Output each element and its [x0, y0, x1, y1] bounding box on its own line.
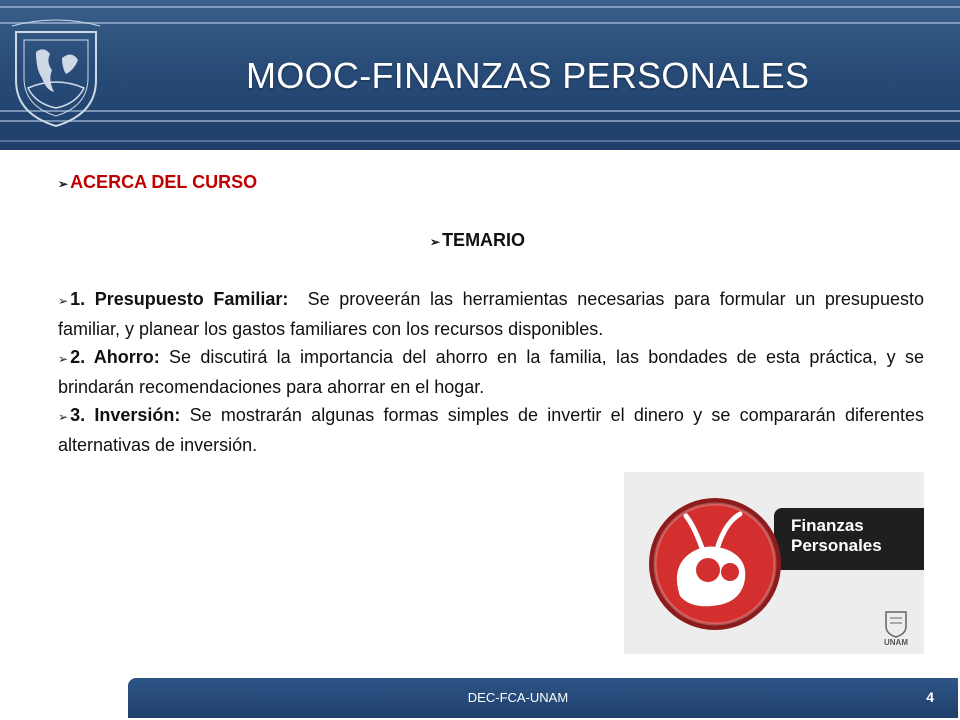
header-rule: [0, 6, 960, 8]
page-number: 4: [926, 689, 934, 705]
header-rule: [0, 22, 960, 24]
course-image: [624, 472, 924, 654]
item-label: 2. Ahorro:: [70, 347, 160, 367]
page-title: MOOC-FINANZAS PERSONALES: [246, 55, 810, 96]
list-item: [58, 285, 924, 343]
logo-line: Finanzas: [791, 516, 864, 535]
unam-mark-text: UNAM: [884, 638, 908, 647]
item-label: 1. Presupuesto Familiar:: [70, 289, 289, 309]
list-item: [58, 343, 924, 401]
section-heading: [58, 172, 257, 193]
header-rule: [0, 120, 960, 122]
item-text: Se discutirá la importancia del ahorro en la familia, las bondades de esta práctica, y se brindarán recomendaciones para ahorrar en el hogar.: [58, 347, 924, 397]
arrow-bullet-icon: ➢: [430, 235, 441, 249]
ant-mascot-icon: [640, 486, 790, 636]
item-text: Se mostrarán algunas formas simples de invertir el dinero y se compararán diferentes alternativas de inversión.: [58, 405, 924, 455]
slide-footer: [128, 678, 958, 718]
arrow-bullet-icon: ➢: [58, 294, 69, 308]
header-rule: [0, 140, 960, 142]
unam-mark: [878, 610, 914, 650]
header-rule: [0, 110, 960, 112]
temario-heading: [430, 230, 525, 251]
slide-header: [0, 0, 960, 150]
arrow-bullet-icon: ➢: [58, 410, 69, 424]
temario-heading-text: TEMARIO: [442, 230, 526, 250]
footer-label: DEC-FCA-UNAM: [467, 690, 569, 705]
item-label: 3. Inversión:: [70, 405, 181, 425]
unam-escudo-small-icon: [878, 610, 914, 638]
logo-line: Personales: [791, 536, 882, 555]
unam-escudo-icon: [6, 18, 106, 130]
item-text: Se proveerán las herramientas necesarias para formular un presupuesto familiar, y planear los gastos familiares con los recursos disponibles.: [58, 289, 924, 339]
topic-list: [58, 285, 924, 459]
arrow-bullet-icon: ➢: [58, 177, 69, 191]
section-heading-text: ACERCA DEL CURSO: [70, 172, 258, 192]
list-item: [58, 401, 924, 459]
course-logo-text: [774, 508, 924, 570]
arrow-bullet-icon: ➢: [58, 352, 69, 366]
